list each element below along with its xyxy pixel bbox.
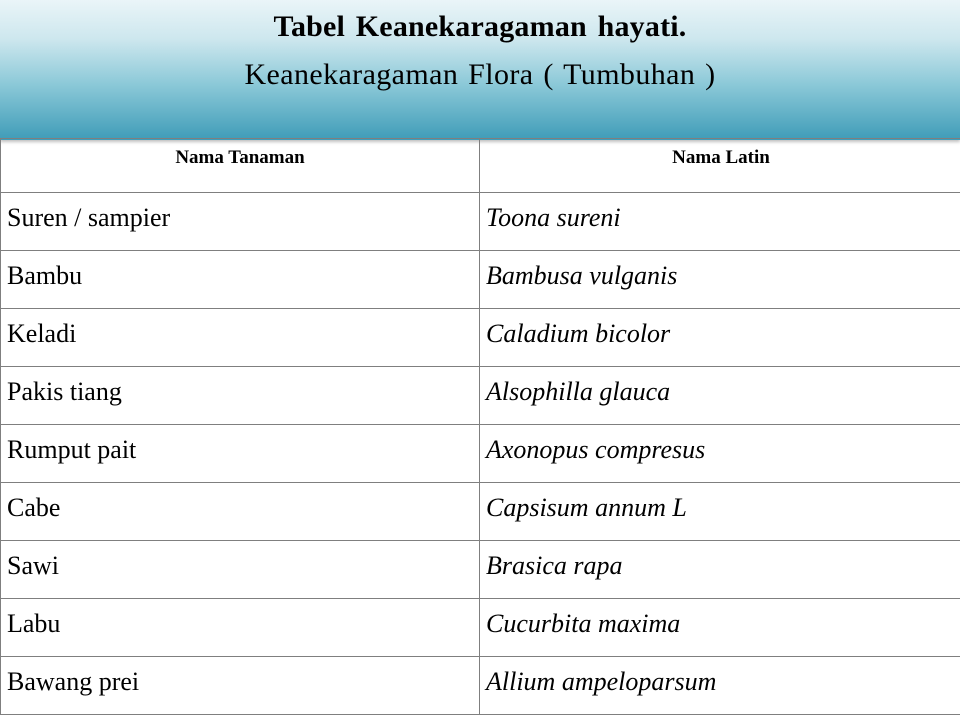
table-header-row: [1, 139, 960, 193]
table-row: [1, 657, 960, 715]
plant-name-cell: Bawang prei: [1, 657, 480, 715]
latin-name-cell: Brasica rapa: [480, 541, 960, 599]
slide-header: [0, 0, 960, 140]
table-row: [1, 193, 960, 251]
slide-title: Tabel Keanekaragaman hayati.: [273, 10, 687, 43]
table-row: [1, 251, 960, 309]
latin-name-cell: Cucurbita maxima: [480, 599, 960, 657]
column-header-latin-name: Nama Latin: [480, 139, 960, 193]
plant-name-cell: Suren / sampier: [1, 193, 480, 251]
table-row: [1, 425, 960, 483]
plant-name-cell: Sawi: [1, 541, 480, 599]
slide-subtitle: Keanekaragaman Flora ( Tumbuhan ): [244, 58, 716, 91]
table-row: [1, 367, 960, 425]
plant-name-cell: Cabe: [1, 483, 480, 541]
table-row: [1, 483, 960, 541]
latin-name-cell: Capsisum annum L: [480, 483, 960, 541]
latin-name-cell: Bambusa vulganis: [480, 251, 960, 309]
plant-name-cell: Labu: [1, 599, 480, 657]
plant-name-cell: Keladi: [1, 309, 480, 367]
latin-name-cell: Axonopus compresus: [480, 425, 960, 483]
latin-name-cell: Alsophilla glauca: [480, 367, 960, 425]
plant-name-cell: Bambu: [1, 251, 480, 309]
plant-name-cell: Rumput pait: [1, 425, 480, 483]
column-header-plant-name: Nama Tanaman: [1, 139, 480, 193]
table-row: [1, 541, 960, 599]
table-row: [1, 599, 960, 657]
plant-name-cell: Pakis tiang: [1, 367, 480, 425]
table-row: [1, 309, 960, 367]
latin-name-cell: Toona sureni: [480, 193, 960, 251]
latin-name-cell: Caladium bicolor: [480, 309, 960, 367]
latin-name-cell: Allium ampeloparsum: [480, 657, 960, 715]
flora-table: [0, 138, 960, 715]
